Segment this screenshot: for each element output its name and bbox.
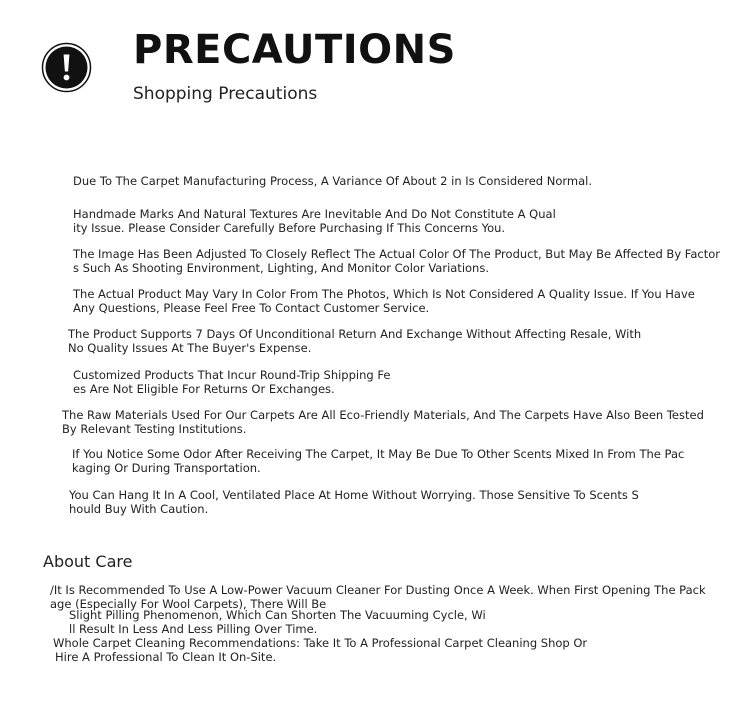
care-line: Hire A Professional To Clean It On-Site. xyxy=(55,650,277,664)
precaution-line: Customized Products That Incur Round-Trip Shipping Fe xyxy=(73,368,391,382)
precaution-line: Any Questions, Please Feel Free To Contact Customer Service. xyxy=(73,301,430,315)
precaution-item xyxy=(73,207,556,235)
care-item xyxy=(50,583,706,611)
page-title: PRECAUTIONS xyxy=(133,27,456,73)
care-line: Whole Carpet Cleaning Recommendations: Take It To A Professional Carpet Cleaning Shop Or xyxy=(53,636,588,650)
precaution-line: Due To The Carpet Manufacturing Process, A Variance Of About 2 in Is Considered Normal. xyxy=(73,174,592,188)
precaution-line: You Can Hang It In A Cool, Ventilated Place At Home Without Worrying. Those Sensitive To Scents S xyxy=(69,488,639,502)
precaution-line: Handmade Marks And Natural Textures Are Inevitable And Do Not Constitute A Qual xyxy=(73,207,556,221)
precaution-item xyxy=(73,287,695,315)
page-subtitle: Shopping Precautions xyxy=(133,84,318,104)
precaution-item xyxy=(68,327,641,355)
precaution-item xyxy=(69,488,639,516)
care-item xyxy=(53,636,587,664)
precaution-item xyxy=(72,447,684,475)
precaution-line: hould Buy With Caution. xyxy=(69,502,209,516)
precaution-line: By Relevant Testing Institutions. xyxy=(62,422,247,436)
precaution-line: The Product Supports 7 Days Of Unconditional Return And Exchange Without Affecting Resale, With xyxy=(68,327,642,341)
precaution-line: No Quality Issues At The Buyer's Expense. xyxy=(68,341,312,355)
care-line: age (Especially For Wool Carpets), There Will Be xyxy=(50,597,327,611)
care-item xyxy=(69,608,486,636)
precaution-line: The Actual Product May Vary In Color From The Photos, Which Is Not Considered A Quality Issue. If You Have xyxy=(73,287,695,301)
precaution-line: ity Issue. Please Consider Carefully Before Purchasing If This Concerns You. xyxy=(73,221,506,235)
precaution-item xyxy=(73,174,592,188)
care-line: /It Is Recommended To Use A Low-Power Vacuum Cleaner For Dusting Once A Week. When First Opening The Pack xyxy=(50,583,706,597)
care-heading: About Care xyxy=(43,552,133,571)
care-line: Slight Pilling Phenomenon, Which Can Shorten The Vacuuming Cycle, Wi xyxy=(69,608,486,622)
precaution-item xyxy=(62,408,704,436)
precaution-line: The Raw Materials Used For Our Carpets Are All Eco-Friendly Materials, And The Carpets Have Also Been Tested xyxy=(62,408,704,422)
precaution-item xyxy=(73,368,390,396)
precaution-item xyxy=(73,247,720,275)
precaution-line: The Image Has Been Adjusted To Closely Reflect The Actual Color Of The Product, But May Be Affected By Factor xyxy=(73,247,720,261)
precaution-line: If You Notice Some Odor After Receiving The Carpet, It May Be Due To Other Scents Mixed In From The Pac xyxy=(72,447,685,461)
precaution-line: s Such As Shooting Environment, Lighting, And Monitor Color Variations. xyxy=(73,261,489,275)
precaution-line: kaging Or During Transportation. xyxy=(72,461,261,475)
precaution-line: es Are Not Eligible For Returns Or Exchanges. xyxy=(73,382,335,396)
care-line: ll Result In Less And Less Pilling Over Time. xyxy=(69,622,318,636)
exclamation-circle-icon xyxy=(41,42,92,93)
